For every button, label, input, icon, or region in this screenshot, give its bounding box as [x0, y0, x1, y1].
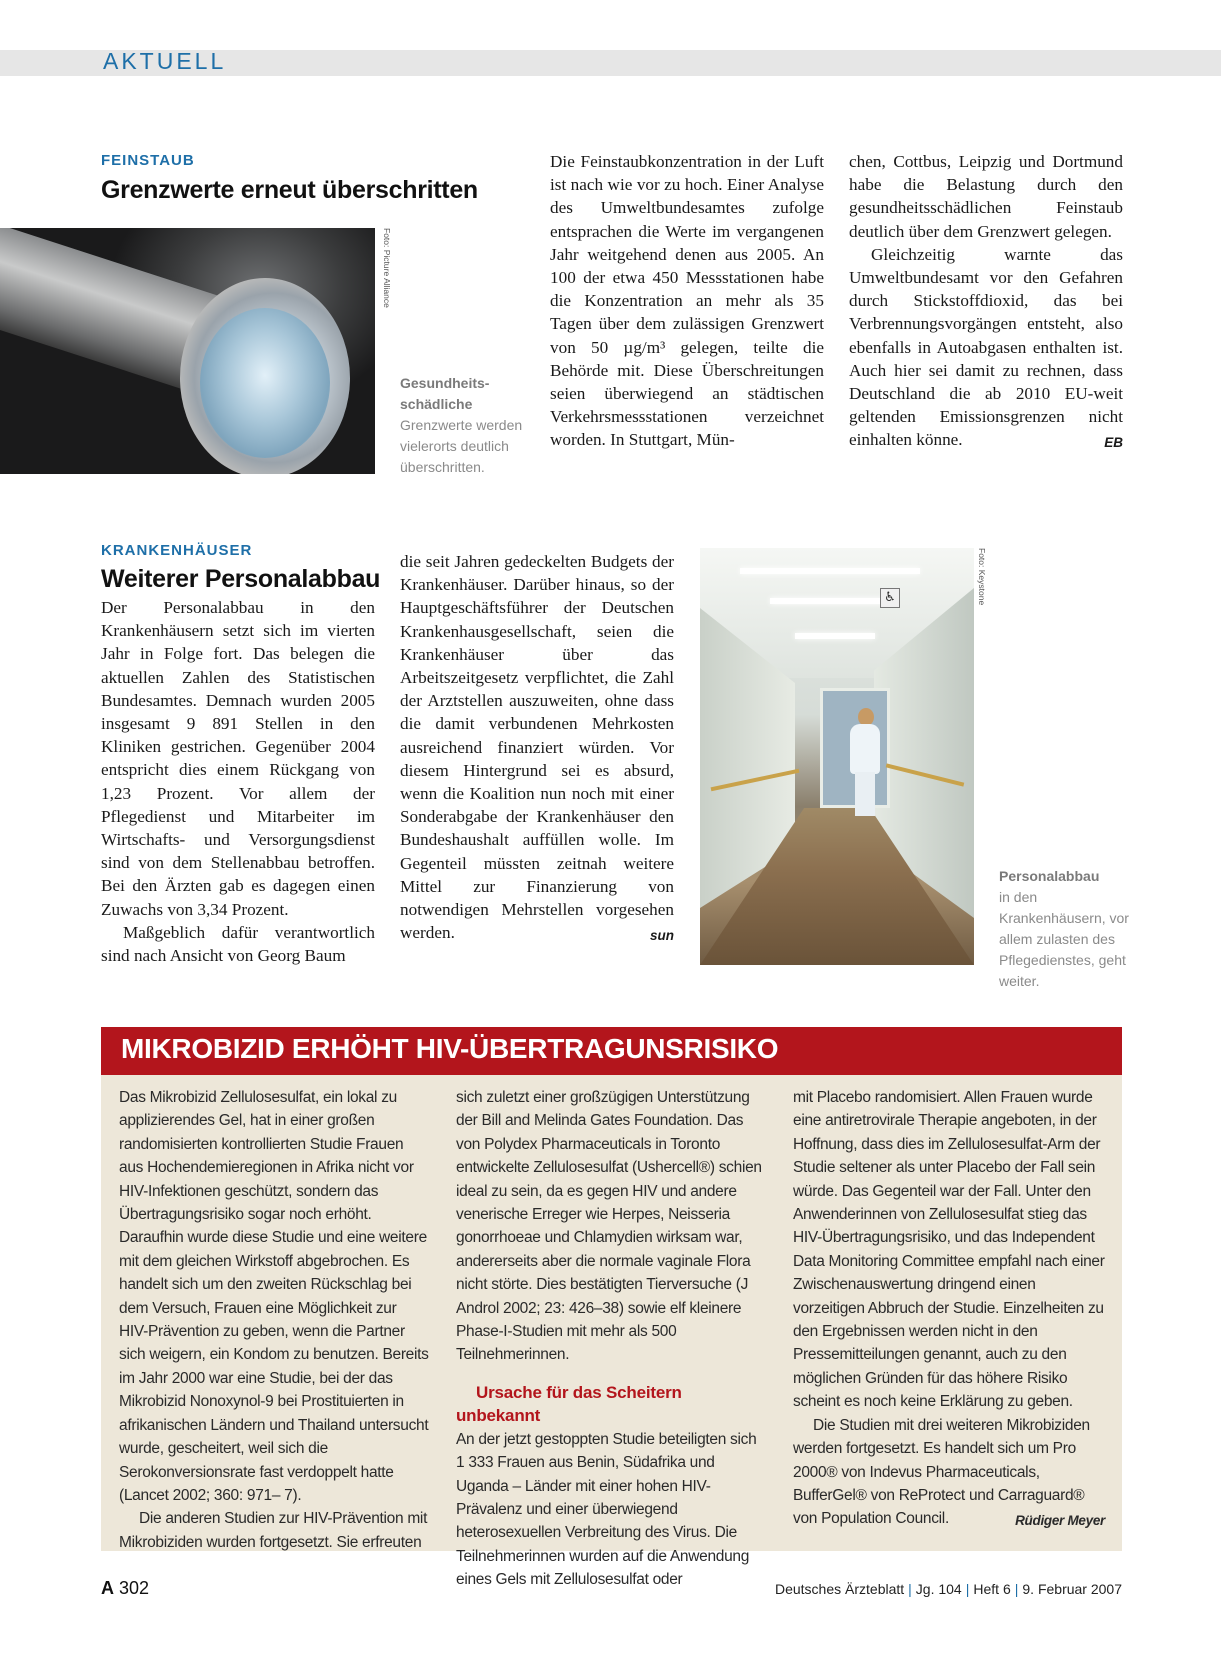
article1-caption	[400, 373, 535, 478]
section-label: AKTUELL	[103, 48, 227, 74]
article1-paragraph: Gleichzeitig warnte das Umweltbundesamt vor den Gefahren durch Stickstoffdioxid, das bei Verbrennungsvorgängen entsteht, also ebenfalls in Autoabgasen enthalten ist. Auch hier sei damit zu rechnen, dass Deutschland die ab 2010 EU-weit geltenden Emissionsgrenzen nicht einhalten könne. EB	[849, 243, 1123, 452]
info-box-subhead: Ursache für das Scheitern unbekannt	[456, 1382, 682, 1426]
article1-paragraph: Die Feinstaubkonzentration in der Luft ist nach wie vor zu hoch. Einer Analyse des Umweltbundesamtes zufolge entsprachen die Werte im vergangenen Jahr weitgehend denen aus 2005. An 100 der etwa 450 Messstationen habe die Konzentration an mehr als 35 Tagen über dem zulässigen Grenzwert von 50 µg/m³ gelegen, teilte die Behörde mit. Diese Überschreitungen seien überwiegend an städtischen Verkehrsmessstationen verzeichnet worden. In Stuttgart, Mün-	[550, 152, 824, 450]
info-box-paragraph: Die anderen Studien zur HIV-Prävention mit Mikrobiziden wurden fortgesetzt. Sie erfreuten	[119, 1510, 428, 1551]
article2-signature: sun	[649, 928, 674, 944]
article2-photo-credit: Foto: Keystone	[977, 548, 987, 606]
info-box-column-3	[793, 1086, 1105, 1533]
article2-kicker: KRANKENHÄUSER	[101, 542, 253, 559]
exhaust-pipe-photo	[0, 228, 375, 474]
article1-photo-credit: Foto: Picture Alliance	[382, 228, 392, 308]
journal-footer: Deutsches Ärzteblatt | Jg. 104 | Heft 6 | 9. Februar 2007	[774, 1581, 1122, 1597]
info-box-paragraph: sich zuletzt einer großzügigen Unterstützung der Bill and Melinda Gates Foundation. Das von Polydex Pharmaceuticals in Toronto entwickelte Zellulosesulfat (Ushercell®) schien ideal zu sein, da es gegen HIV und andere venerische Erreger wie Herpes, Neisseria gonorrhoeae und Chlamydien wirksam war, andererseits aber die normale vaginale Flora nicht störte. Dies bestätigten Tierversuche (J Androl 2002; 23: 426–38) sowie elf kleinere Phase-I-Studien mit mehr als 500 Teilnehmerinnen.	[456, 1089, 762, 1364]
info-box-paragraph: Das Mikrobizid Zellulosesulfat, ein lokal zu applizierendes Gel, hat in einer großen randomisierten kontrollierten Studie Frauen aus Hochendemieregionen in Afrika nicht vor HIV-Infektionen geschützt, sondern das Übertragungsrisiko sogar noch erhöht. Daraufhin wurde diese Studie und eine weitere mit dem gleichen Wirkstoff abgebrochen. Es handelt sich um den zweiten Rückschlag bei dem Versuch, Frauen eine Möglichkeit zur HIV-Prävention zu geben, wenn die Partner sich weigern, ein Kondom zu benutzen. Bereits im Jahr 2000 war eine Studie, bei der das Mikrobizid Nonoxynol-9 bei Prostituierten in afrikanischen Ländern und Thailand untersucht wurde, gescheitert, weil sich die Serokonversionsrate fast verdoppelt hatte (Lancet 2002; 360: 971– 7).	[119, 1089, 429, 1504]
info-box-paragraph: Die Studien mit drei weiteren Mikrobiziden werden fortgesetzt. Es handelt sich um Pro 2000® von Indevus Pharmaceuticals, BufferGel® von ReProtect und Carraguard® von Population Council. Rüdiger Meyer	[793, 1414, 1105, 1531]
journal-date: 9. Februar 2007	[1022, 1581, 1122, 1597]
article1-column-1	[550, 150, 824, 452]
nurse-figure	[850, 708, 880, 818]
article2-paragraph: die seit Jahren gedeckelten Budgets der Krankenhäuser. Darüber hinaus, so der Hauptgeschäftsführer der Deutschen Krankenhausgesellschaft, seien die Krankenhäuser über das Arbeitszeitgesetz verpflichtet, die Zahl der Arztstellen auszuweiten, ohne dass die damit verbundenen Mehrkosten ausreichend finanziert würden. Vor diesem Hintergrund sei es absurd, wenn die Koalition nun noch mit einer Sonderabgabe der Krankenhäuser den Bundeshaushalt auffüllen wolle. Im Gegenteil müssten zeitnah weitere Mittel zur Finanzierung von notwendigen Mehrstellen vorgesehen werden. sun	[400, 550, 674, 944]
journal-volume: Jg. 104	[915, 1581, 962, 1597]
info-box-signature: Rüdiger Meyer	[1015, 1513, 1105, 1529]
journal-name: Deutsches Ärzteblatt	[774, 1581, 905, 1597]
article2-caption	[999, 866, 1129, 992]
info-box-paragraph: mit Placebo randomisiert. Allen Frauen wurde eine antiretrovirale Therapie angeboten, in der Hoffnung, dass dies im Zellulosesulfat-Arm der Studie seltener als unter Placebo der Fall sein würde. Das Gegenteil war der Fall. Unter den Anwenderinnen von Zellulosesulfat stieg das HIV-Übertragungsrisiko, und das Independent Data Monitoring Committee empfahl nach einer Zwischenauswertung dringend einen vorzeitigen Abbruch der Studie. Einzelheiten zu den Ergebnissen werden nicht in den Pressemitteilungen genannt, auch zu den möglichen Gründen für das höhere Risiko scheint es noch keine Erklärung zu geben.	[793, 1089, 1105, 1411]
article2-column-1	[101, 596, 375, 967]
article2-caption-title: Personalabbau	[999, 868, 1100, 884]
article1-caption-text: Grenzwerte werden vielerorts deutlich überschritten.	[400, 417, 523, 475]
info-box-column-1	[119, 1086, 429, 1554]
info-box-paragraph: An der jetzt gestoppten Studie beteiligten sich 1 333 Frauen aus Benin, Südafrika und Uganda – Länder mit einer hohen HIV-Prävalenz und einer überwiegend heterosexuellen Verbreitung des Virus. Die Teilnehmerinnen wurden auf die Anwendung eines Gels mit Zellulosesulfat oder	[456, 1430, 757, 1589]
info-box-title: MIKROBIZID ERHÖHT HIV-ÜBERTRAGUNSRISIKO	[121, 1033, 779, 1064]
article2-paragraph: Der Personalabbau in den Krankenhäusern setzt sich im vierten Jahr in Folge fort. Das belegen die aktuellen Zahlen des Statistischen Bundesamtes. Demnach wurden 2005 insgesamt 9 891 Stellen in den Kliniken gestrichen. Gegenüber 2004 entspricht dies einem Rückgang von 1,23 Prozent. Vor allem der Pflegedienst und Mitarbeiter im Wirtschafts- und Versorgungsdienst sind von dem Stellenabbau betroffen. Bei den Ärzten gab es dagegen einen Zuwachs von 3,34 Prozent.	[101, 598, 375, 919]
article1-column-2	[849, 150, 1123, 455]
article2-headline: Weiterer Personalabbau	[101, 565, 381, 593]
hospital-corridor-photo	[700, 548, 974, 965]
article2-caption-text: in den Krankenhäusern, vor allem zulasten des Pflegedienstes, geht weiter.	[999, 889, 1129, 989]
wheelchair-sign-icon: ♿	[880, 588, 900, 608]
article1-headline: Grenzwerte erneut überschritten	[101, 176, 478, 204]
article1-signature: EB	[1104, 435, 1123, 451]
article1-paragraph: chen, Cottbus, Leipzig und Dortmund habe die Belastung durch den gesundheitsschädlichen Feinstaub deutlich über dem Grenzwert gelegen.	[849, 152, 1123, 241]
article1-caption-title: Gesundheits- schädliche	[400, 375, 490, 412]
info-box-column-2	[456, 1086, 768, 1592]
page-number: A 302	[101, 1578, 150, 1598]
article2-column-2	[400, 550, 674, 947]
article2-paragraph: Maßgeblich dafür verantwortlich sind nach Ansicht von Georg Baum	[101, 922, 375, 966]
journal-issue: Heft 6	[973, 1581, 1011, 1597]
article1-kicker: FEINSTAUB	[101, 152, 195, 169]
